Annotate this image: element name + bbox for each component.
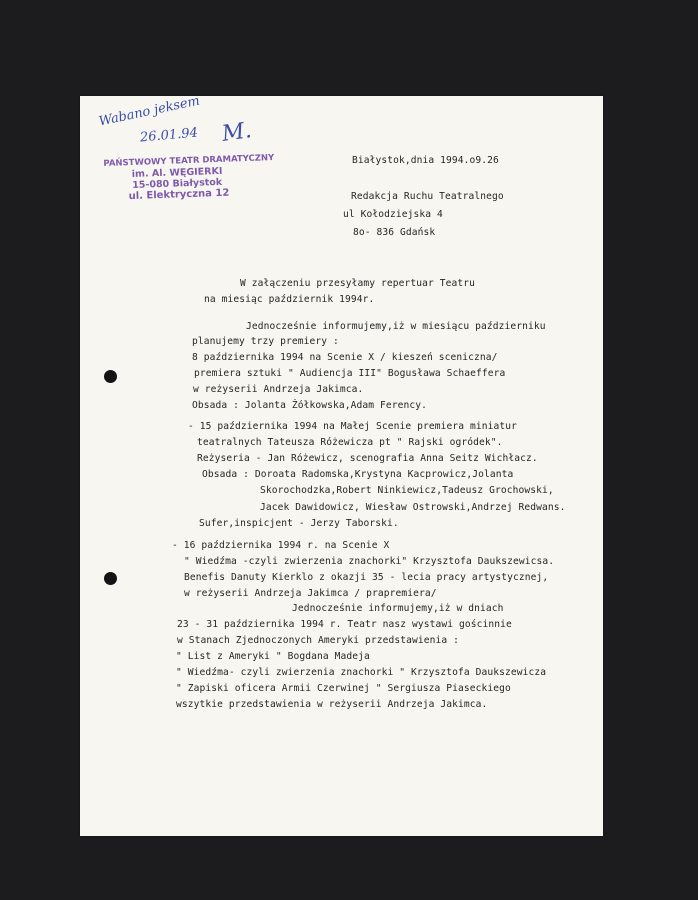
body-line: " Wiedźma -czyli zwierzenia znachorki" Krzysztofa Daukszewicsa. (184, 556, 555, 567)
body-line: planujemy trzy premiery : (192, 336, 339, 347)
body-line: Jacek Dawidowicz, Wiesław Ostrowski,Andrzej Redwans. (260, 502, 566, 513)
stamp-line-1: PAŃSTWOWY TEATR DRAMATYCZNY (103, 153, 275, 169)
body-line: Sufer,inspicjent - Jerzy Taborski. (199, 518, 399, 529)
body-line: premiera sztuki " Audiencja III" Bogusława Schaeffera (194, 368, 506, 379)
body-line: Obsada : Jolanta Żółkowska,Adam Ferency. (192, 400, 428, 411)
handwritten-note: Wabano jeksem (97, 93, 202, 130)
body-line: w Stanach Zjednoczonych Ameryki przedstawienia : (177, 635, 460, 646)
institution-stamp (103, 153, 275, 203)
body-line: W załączeniu przesyłamy repertuar Teatru (240, 278, 476, 289)
punch-hole-top (104, 370, 117, 383)
body-line: Skorochodzka,Robert Ninkiewicz,Tadeusz Grochowski, (260, 485, 554, 496)
body-line: teatralnych Tateusza Różewicza pt " Rajski ogródek". (197, 437, 503, 448)
body-line: - 15 października 1994 na Małej Scenie premiera miniatur (188, 421, 518, 432)
body-line: Benefis Danuty Kierklo z okazji 35 - lecia pracy artystycznej, (184, 572, 549, 583)
body-line: wszytkie przedstawienia w reżyserii Andrzeja Jakimca. (176, 699, 488, 710)
recipient-name: Redakcja Ruchu Teatralnego (351, 191, 504, 202)
body-line: na miesiąc październik 1994r. (204, 294, 375, 305)
letter-page (80, 96, 603, 836)
stamp-line-3: 15-080 Białystok (132, 176, 223, 191)
stamp-line-2: im. Al. WĘGIERKI (131, 165, 223, 181)
body-line: " Zapiski oficera Armii Czerwinej " Sergiusza Piaseckiego (176, 683, 511, 694)
punch-hole-bottom (104, 572, 117, 585)
body-line: Jednocześnie informujemy,iż w miesiącu październiku (246, 321, 546, 332)
body-line: Jednocześnie informujemy,iż w dniach (292, 603, 504, 614)
handwritten-date: 26.01.94 (139, 125, 199, 146)
place-date: Białystok,dnia 1994.o9.26 (352, 155, 499, 166)
recipient-street: ul Kołodziejska 4 (343, 209, 443, 220)
body-line: " Wiedźma- czyli zwierzenia znachorki " Krzysztofa Daukszewicza (176, 667, 547, 678)
body-line: 23 - 31 października 1994 r. Teatr nasz wystawi gościnnie (177, 619, 512, 630)
body-line: 8 października 1994 na Scenie X / kieszeń sceniczna/ (192, 352, 498, 363)
stamp-line-4: ul. Elektryczna 12 (128, 187, 230, 203)
body-line: w reżyserii Andrzeja Jakimca. (193, 384, 364, 395)
signature: M. (220, 118, 254, 147)
body-line: w reżyserii Andrzeja Jakimca / prapremiera/ (184, 588, 437, 599)
recipient-city: 8o- 836 Gdańsk (353, 227, 436, 238)
body-line: Obsada : Doroata Radomska,Krystyna Kacprowicz,Jolanta (202, 469, 514, 480)
body-line: - 16 października 1994 r. na Scenie X (172, 540, 390, 551)
body-line: Reżyseria - Jan Różewicz, scenografia Anna Seitz Wichłacz. (197, 453, 538, 464)
body-line: " List z Ameryki " Bogdana Madeja (176, 651, 370, 662)
